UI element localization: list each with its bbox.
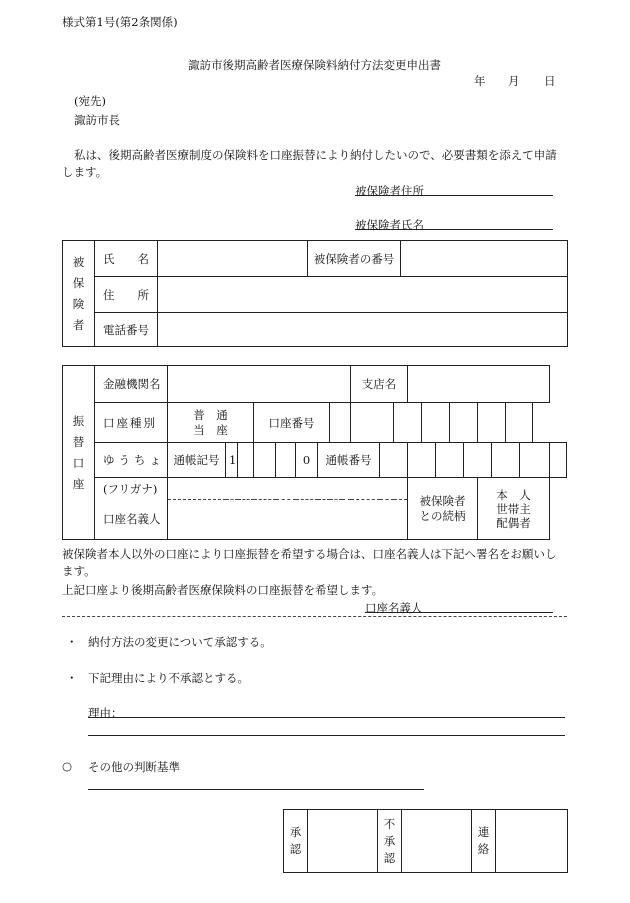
- contact-stamp-box[interactable]: [496, 810, 568, 873]
- page-title: 諏訪市後期高齢者医療保険料納付方法変更申出書: [188, 58, 441, 72]
- other-criteria-line[interactable]: [88, 789, 424, 790]
- account-digit-7[interactable]: [506, 403, 533, 443]
- name-label: 氏 名: [95, 241, 158, 277]
- cut-line: [62, 616, 567, 617]
- intro-text-line1: 私は、後期高齢者医療制度の保険料を口座振替により納付したいので、必要書類を添えて申請: [74, 148, 557, 162]
- reject-stamp-label: 不 承 認: [378, 810, 402, 873]
- contact-stamp-label: 連 絡: [472, 810, 496, 873]
- insured-number-label: 被保険者の番号: [308, 241, 401, 277]
- applicant-address-line[interactable]: [355, 195, 553, 196]
- applicant-name-line[interactable]: [355, 229, 553, 230]
- bank-label: 金融機関名: [95, 366, 168, 403]
- account-table: [62, 365, 567, 540]
- holder-sign-line[interactable]: [365, 612, 553, 613]
- note-line2: ます。: [62, 564, 96, 578]
- account-digit-3[interactable]: [394, 403, 422, 443]
- addressee-name: 諏訪市長: [74, 113, 120, 127]
- account-digit-4[interactable]: [422, 403, 450, 443]
- approve-text: 納付方法の変更について承認する。: [88, 635, 272, 649]
- relation-label: 被保険者 との続柄: [408, 478, 478, 540]
- account-digit-5[interactable]: [450, 403, 478, 443]
- reason-label: 理由：: [88, 706, 123, 720]
- account-type-label: 口座種別: [95, 403, 168, 443]
- holder-label: 口座名義人: [95, 500, 168, 540]
- account-digit-2[interactable]: [351, 403, 394, 443]
- approve-stamp-label: 承 認: [284, 810, 308, 873]
- phone-label: 電話番号: [95, 313, 158, 347]
- symbol-digit-2[interactable]: [238, 443, 254, 478]
- passbook-number-label: 通帳番号: [318, 443, 380, 478]
- insured-table: [62, 240, 568, 347]
- reject-stamp-box[interactable]: [402, 810, 472, 873]
- passbook-digit-1[interactable]: [380, 443, 408, 478]
- reason-line-2[interactable]: [88, 735, 565, 736]
- passbook-digit-5[interactable]: [492, 443, 520, 478]
- circle-mark: ○: [62, 759, 73, 773]
- symbol-digit-3[interactable]: [254, 443, 276, 478]
- passbook-digit-4[interactable]: [464, 443, 492, 478]
- branch-field[interactable]: [408, 366, 550, 403]
- note-line1: 被保険者本人以外の口座により口座振替を希望する場合は、口座名義人は下記へ署名をお願いし: [62, 547, 557, 561]
- phone-field[interactable]: [158, 313, 568, 347]
- reason-line-1[interactable]: [88, 717, 565, 718]
- passbook-digit-2[interactable]: [408, 443, 436, 478]
- furigana-label: (フリガナ): [95, 478, 168, 500]
- account-digit-1[interactable]: [330, 403, 351, 443]
- branch-label: 支店名: [351, 366, 408, 403]
- date-month: 月: [508, 74, 520, 88]
- address-label: 住 所: [95, 277, 158, 313]
- date-day: 日: [544, 74, 556, 88]
- bullet-reject: ・: [66, 671, 78, 685]
- symbol-digit-4[interactable]: [276, 443, 296, 478]
- name-field[interactable]: [158, 241, 308, 277]
- applicant-address-label: 被保険者住所: [355, 184, 424, 198]
- account-section-label: 振 替 口 座: [63, 366, 95, 540]
- bullet-approve: ・: [66, 635, 78, 649]
- approve-stamp-box[interactable]: [308, 810, 378, 873]
- relation-options[interactable]: 本 人 世帯主 配偶者: [478, 478, 550, 540]
- stamp-table: [283, 809, 568, 873]
- furigana-field[interactable]: [168, 478, 408, 500]
- insured-section-label: 被 保 険 者: [63, 241, 95, 347]
- account-type-options[interactable]: 普 通 当 座: [168, 403, 254, 443]
- date-year: 年: [474, 74, 486, 88]
- passbook-symbol-label: 通帳記号: [168, 443, 226, 478]
- account-number-label: 口座番号: [254, 403, 330, 443]
- yucho-label: ゆうちょ: [95, 443, 168, 478]
- addressee-prefix: (宛先): [74, 94, 106, 108]
- passbook-digit-7[interactable]: [550, 443, 567, 478]
- applicant-name-label: 被保険者氏名: [355, 218, 424, 232]
- symbol-digit-5[interactable]: 0: [296, 443, 318, 478]
- other-criteria-text: その他の判断基準: [88, 760, 180, 774]
- holder-sign-label: 口座名義人: [365, 601, 423, 615]
- note-line3: 上記口座より後期高齢者医療保険料の口座振替を希望します。: [62, 583, 384, 597]
- intro-text-line2: します。: [62, 165, 108, 179]
- account-digit-6[interactable]: [478, 403, 506, 443]
- reject-text: 下記理由により不承認とする。: [88, 671, 249, 685]
- holder-field[interactable]: [168, 500, 408, 540]
- address-field[interactable]: [158, 277, 568, 313]
- insured-number-field[interactable]: [401, 241, 568, 277]
- passbook-digit-6[interactable]: [520, 443, 550, 478]
- passbook-digit-3[interactable]: [436, 443, 464, 478]
- form-number: 様式第1号(第2条関係): [62, 15, 178, 29]
- symbol-digit-1[interactable]: 1: [226, 443, 238, 478]
- bank-field[interactable]: [168, 366, 351, 403]
